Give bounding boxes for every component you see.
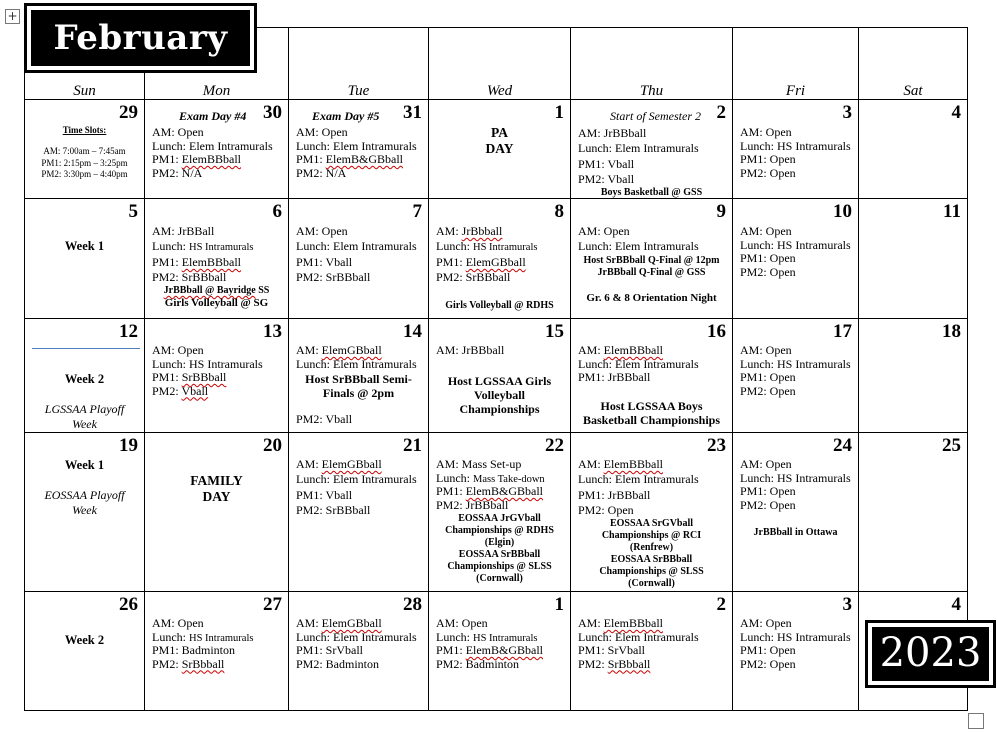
slot-label: PM1: (152, 152, 182, 166)
event-note: Championships @ RDHS (445, 525, 554, 536)
slot-value: JrBbball (461, 224, 503, 238)
day-cell-feb-16[interactable] (571, 319, 733, 433)
slot-value: HS Intramurals (473, 242, 538, 253)
am-slot: AM: Open (740, 125, 792, 139)
event-note: Championships (459, 402, 540, 416)
day-cell-feb-21[interactable] (289, 433, 429, 592)
event-note: Championships @ SLSS (599, 566, 704, 577)
slot-value: ElemGBball (465, 255, 526, 269)
header-cell-tue (289, 28, 429, 100)
slot-value: SrBBball (181, 370, 227, 384)
playoff-note: Week (72, 503, 97, 517)
lunch-slot: Lunch: HS Intramurals (740, 237, 851, 252)
slot-label: PM1: (152, 255, 182, 269)
day-number: 13 (263, 321, 282, 342)
day-cell-feb-28[interactable] (289, 592, 429, 711)
slot-value: Vball (181, 383, 209, 398)
header-cell-sat (859, 28, 968, 100)
pm2-slot: PM2: Vball (578, 172, 635, 186)
day-cell-jan-31[interactable] (289, 100, 429, 199)
slot-label: PM1: (436, 643, 466, 657)
slot-value: HS Intramurals (189, 242, 254, 253)
day-number: 16 (707, 321, 726, 342)
day-number: 31 (403, 102, 422, 123)
note-rest: SS (255, 285, 270, 296)
pm2-slot: PM2: N/A (296, 165, 347, 180)
weekday-label: Wed (486, 83, 513, 99)
slot-value: ElemB&GBball (325, 152, 404, 166)
am-slot: AM: Open (436, 616, 488, 630)
day-cell-feb-7[interactable] (289, 199, 429, 319)
am-slot: AM: Mass Set-up (436, 457, 522, 471)
slot-label: PM2: (152, 656, 182, 671)
pm1-slot (436, 256, 564, 270)
pm1-slot: PM1: Open (740, 152, 796, 166)
lunch-slot: Lunch: HS Intramurals (152, 356, 263, 371)
lunch-slot: Lunch: Elem Intramurals (296, 356, 417, 371)
day-number: 9 (716, 201, 726, 222)
pm1-slot: PM1: Vball (578, 157, 635, 171)
slot-label: AM: (296, 616, 322, 630)
day-number: 4 (951, 594, 961, 615)
day-cell-feb-12[interactable] (25, 319, 145, 433)
event-note: JrBBball in Ottawa (753, 527, 838, 538)
calendar-table (24, 27, 968, 711)
lunch-slot: Lunch: Elem Intramurals (578, 356, 699, 371)
pm1-slot: PM1: Open (740, 643, 796, 657)
table-resize-handle[interactable] (968, 713, 984, 729)
slot-value: ElemGBball (321, 616, 382, 630)
lunch-slot: Lunch: Elem Intramurals (296, 472, 417, 486)
table-move-handle[interactable]: + (5, 9, 20, 24)
slot-label: AM: (578, 616, 604, 630)
slot-label: AM: (578, 457, 604, 471)
event-note: EOSSAA SrBBball (458, 549, 541, 560)
day-number: 10 (833, 201, 852, 222)
am-slot: AM: Open (578, 224, 630, 238)
playoff-note: Week (72, 417, 97, 431)
day-number: 25 (942, 435, 961, 456)
am-slot: AM: Open (152, 125, 204, 139)
event-note: (Elgin) (484, 537, 515, 548)
day-number: 11 (943, 201, 961, 222)
pm1-slot: PM1: Vball (296, 488, 353, 502)
day-number: 20 (263, 435, 282, 456)
day-number: 6 (272, 201, 282, 222)
day-number: 18 (942, 321, 961, 342)
day-number: 17 (833, 321, 852, 342)
day-number: 1 (554, 594, 564, 615)
lunch-slot: Lunch: HS Intramurals (740, 138, 851, 153)
am-slot: AM: Open (152, 616, 204, 630)
header-cell-thu (571, 28, 733, 100)
day-number: 26 (119, 594, 138, 615)
event-note: EOSSAA SrBBball (610, 554, 693, 565)
slot-value: ElemB&GBball (465, 484, 544, 498)
slot-label: Lunch: (152, 239, 189, 253)
event-note: (Cornwall) (476, 573, 523, 584)
time-slot-pm1: PM1: 2:15pm – 3:25pm (41, 157, 128, 168)
event-note: Girls Volleyball @ SG (164, 297, 269, 309)
event-note: (Cornwall) (628, 578, 675, 589)
day-cell-feb-20[interactable] (145, 433, 289, 592)
day-cell-mar-3[interactable] (733, 592, 859, 711)
day-number: 5 (128, 201, 138, 222)
day-cell-feb-5[interactable] (25, 199, 145, 319)
day-number: 24 (833, 435, 852, 456)
pm1-slot: PM1: JrBBball (578, 370, 651, 384)
day-cell-feb-18[interactable] (859, 319, 968, 433)
day-number: 2 (716, 594, 726, 615)
event-note: Boys Basketball @ GSS (600, 187, 703, 198)
pm2-slot: PM2: Open (740, 656, 796, 671)
event-note: Host LGSSAA Boys (600, 399, 703, 413)
pm2-slot: PM2: N/A (152, 165, 203, 180)
event-note: Championships @ SLSS (447, 561, 552, 572)
am-slot (578, 344, 726, 358)
day-number: 29 (119, 102, 138, 123)
day-cell-feb-25[interactable] (859, 433, 968, 592)
weekday-label: Sun (73, 83, 96, 99)
event-note: Championships @ RCI (601, 530, 702, 541)
weekday-label: Mon (202, 83, 231, 99)
am-slot: AM: JrBBball (578, 126, 647, 140)
slot-label: AM: (578, 343, 604, 357)
lunch-slot (436, 240, 564, 255)
event-note: (Renfrew) (629, 542, 674, 553)
slot-value: ElemBBball (603, 616, 663, 630)
am-slot: AM: Open (740, 457, 792, 471)
event-note: Basketball Championships (582, 413, 721, 427)
day-cell-feb-27[interactable] (145, 592, 289, 711)
lunch-slot: Lunch: HS Intramurals (740, 356, 851, 371)
pm2-slot: PM2: SrBBball (296, 270, 371, 284)
slot-label: PM2: (578, 656, 608, 671)
lunch-slot (152, 240, 282, 255)
pm1-slot: PM1: Open (740, 370, 796, 384)
am-slot: AM: Open (296, 224, 348, 238)
slot-label: PM1: (152, 370, 182, 384)
day-cell-feb-6[interactable] (145, 199, 289, 319)
day-number: 27 (263, 594, 282, 615)
pm1-slot: PM1: Open (740, 251, 796, 265)
pm1-slot: PM1: SrVball (578, 643, 646, 657)
pm2-slot (578, 658, 726, 672)
day-number: 3 (842, 594, 852, 615)
event-label: Exam Day #5 (312, 109, 380, 123)
pm1-slot: PM1: Open (740, 484, 796, 498)
day-number: 2 (716, 102, 726, 123)
day-number: 4 (951, 102, 961, 123)
day-cell-feb-22[interactable] (429, 433, 571, 592)
lunch-slot: Lunch: Elem Intramurals (152, 138, 273, 153)
pm2-slot: PM2: Open (740, 383, 796, 398)
day-cell-mar-2[interactable] (571, 592, 733, 711)
slot-label: PM1: (436, 484, 466, 498)
slot-label: Lunch: (436, 239, 473, 253)
slot-value: SrBbball (607, 656, 651, 671)
lunch-slot: Lunch: Elem Intramurals (578, 141, 699, 155)
event-note: EOSSAA JrGVball (458, 513, 541, 524)
pm1-slot (436, 485, 564, 499)
slot-value: ElemBBball (181, 152, 242, 166)
pm2-slot: PM2: Open (578, 503, 634, 517)
slot-value: ElemBBball (603, 457, 663, 471)
weekday-label: Fri (785, 83, 806, 99)
event-note: JrBBball Q-Final @ GSS (597, 267, 706, 278)
am-slot (436, 225, 564, 239)
pm2-slot: PM2: Open (740, 165, 796, 180)
am-slot (296, 458, 422, 472)
day-cell-feb-24[interactable] (733, 433, 859, 592)
slot-label: PM1: (296, 152, 326, 166)
day-cell-feb-9[interactable] (571, 199, 733, 319)
pm1-slot: PM1: SrVball (296, 643, 364, 657)
pm2-slot: PM2: Open (740, 264, 796, 279)
day-cell-feb-4[interactable] (859, 100, 968, 199)
pm2-slot: PM2: JrBBball (436, 497, 509, 512)
pm2-slot: PM2: SrBBball (436, 270, 511, 284)
lunch-slot: Lunch: Elem Intramurals (578, 239, 699, 253)
event-note: Host SrBBball Semi- (305, 372, 412, 386)
week-label: Week 2 (64, 633, 105, 647)
lunch-slot: Lunch: Elem Intramurals (296, 629, 417, 644)
lunch-slot: Lunch: HS Intramurals (740, 470, 851, 485)
pa-day-line1: PA (491, 125, 508, 140)
month-title: February (31, 10, 250, 66)
year-label: 2023 (872, 627, 989, 681)
slot-value: Mass Take-down (473, 473, 545, 485)
weekday-label: Thu (639, 83, 664, 99)
day-number: 22 (545, 435, 564, 456)
lunch-slot: Lunch: Elem Intramurals (578, 472, 699, 486)
pm2-slot: PM2: SrBBball (296, 503, 371, 517)
lunch-slot: Lunch: Elem Intramurals (296, 138, 417, 153)
slot-label: Lunch: (436, 629, 473, 644)
slot-value: HS Intramurals (473, 632, 538, 644)
slot-value: SrBbball (181, 656, 225, 671)
am-slot: AM: Open (740, 343, 792, 357)
day-cell-feb-17[interactable] (733, 319, 859, 433)
time-slots-label: Time Slots: (62, 125, 107, 135)
header-cell-wed (429, 28, 571, 100)
day-cell-feb-23[interactable] (571, 433, 733, 592)
slot-label: Lunch: (152, 629, 189, 644)
note-value: JrBBball @ Bayridge (163, 285, 256, 296)
pm2-slot (152, 658, 282, 672)
slot-label: AM: (296, 343, 322, 357)
slot-label: AM: (436, 224, 462, 238)
pm2-slot: PM2: Open (740, 497, 796, 512)
event-note (147, 285, 286, 297)
am-slot: AM: JrBBall (152, 224, 215, 238)
lunch-slot: Lunch: Elem Intramurals (578, 629, 699, 644)
slot-label: AM: (296, 457, 322, 471)
lunch-slot: Lunch: Elem Intramurals (296, 239, 417, 253)
event-note: Girls Volleyball @ RDHS (445, 300, 554, 311)
pm1-slot (296, 153, 422, 167)
event-label: Start of Semester 2 (610, 109, 701, 123)
pm1-slot (152, 256, 282, 270)
am-slot: AM: Open (740, 616, 792, 630)
day-cell-feb-19[interactable] (25, 433, 145, 592)
slot-label: Lunch: (436, 470, 473, 485)
event-note: Host LGSSAA Girls (447, 374, 552, 388)
pm2-slot (152, 385, 282, 399)
day-cell-feb-15[interactable] (429, 319, 571, 433)
family-day-line1: FAMILY (190, 473, 243, 488)
day-number: 12 (119, 321, 138, 342)
week-label: Week 1 (64, 239, 105, 253)
pm2-slot: PM2: Vball (296, 412, 353, 426)
day-cell-mar-1[interactable] (429, 592, 571, 711)
day-cell-feb-2[interactable] (571, 100, 733, 199)
pm2-slot: PM2: SrBBball (152, 270, 227, 284)
am-slot (296, 344, 422, 358)
day-number: 14 (403, 321, 422, 342)
week-row (25, 592, 968, 711)
day-number: 7 (412, 201, 422, 222)
day-number: 28 (403, 594, 422, 615)
slot-label: PM2: (152, 383, 182, 398)
slot-value: ElemGBball (321, 457, 382, 471)
event-note: Volleyball (474, 388, 525, 402)
weekday-label: Sat (903, 83, 923, 99)
slot-value: ElemBBball (603, 343, 663, 357)
event-note: Host SrBBball Q-Final @ 12pm (583, 255, 720, 266)
day-number: 1 (554, 102, 564, 123)
lunch-slot: Lunch: HS Intramurals (740, 629, 851, 644)
am-slot: AM: Open (740, 224, 792, 238)
event-note: EOSSAA SrGVball (609, 518, 694, 529)
event-note: Gr. 6 & 8 Orientation Night (586, 292, 717, 304)
day-cell-feb-10[interactable] (733, 199, 859, 319)
pm1-slot (152, 153, 282, 167)
week-row (25, 433, 968, 592)
header-cell-fri (733, 28, 859, 100)
year-box (865, 620, 996, 688)
time-slot-am: AM: 7:00am – 7:45am (43, 146, 126, 156)
day-cell-feb-11[interactable] (859, 199, 968, 319)
day-number: 21 (403, 435, 422, 456)
am-slot: AM: Open (296, 125, 348, 139)
am-slot (578, 458, 726, 472)
week-label: Week 1 (64, 458, 105, 472)
pm2-slot: PM2: Badminton (436, 656, 520, 671)
day-number: 30 (263, 102, 282, 123)
day-number: 15 (545, 321, 564, 342)
day-cell-feb-8[interactable] (429, 199, 571, 319)
slot-value: ElemBBball (181, 255, 242, 269)
day-cell-feb-3[interactable] (733, 100, 859, 199)
week-row (25, 199, 968, 319)
am-slot (578, 617, 726, 631)
day-cell-feb-26[interactable] (25, 592, 145, 711)
family-day-line2: DAY (202, 489, 231, 504)
week-row (25, 319, 968, 433)
slot-label: PM1: (436, 255, 466, 269)
event-note: Finals @ 2pm (322, 386, 395, 400)
day-cell-jan-30[interactable] (145, 100, 289, 199)
day-cell-feb-14[interactable] (289, 319, 429, 433)
event-label: Exam Day #4 (179, 109, 247, 123)
week-label: Week 2 (64, 372, 105, 386)
pa-day-line2: DAY (485, 141, 514, 156)
day-cell-jan-29[interactable] (25, 100, 145, 199)
day-number: 23 (707, 435, 726, 456)
pm1-slot: PM1: Badminton (152, 643, 236, 657)
slot-value: ElemB&GBball (465, 643, 544, 657)
weekday-label: Tue (347, 83, 370, 99)
day-number: 8 (554, 201, 564, 222)
slot-value: HS Intramurals (189, 632, 254, 644)
day-cell-feb-1[interactable] (429, 100, 571, 199)
am-slot: AM: JrBBball (436, 343, 505, 357)
week-row (25, 100, 968, 199)
time-slot-pm2: PM2: 3:30pm – 4:40pm (41, 169, 128, 179)
day-number: 19 (119, 435, 138, 456)
day-number: 3 (842, 102, 852, 123)
day-cell-feb-13[interactable] (145, 319, 289, 433)
pm2-slot: PM2: Badminton (296, 656, 380, 671)
divider-line (32, 348, 140, 349)
playoff-note: LGSSAA Playoff (44, 402, 125, 416)
am-slot: AM: Open (152, 343, 204, 357)
pm1-slot (436, 644, 564, 658)
pm1-slot: PM1: Vball (296, 255, 353, 269)
slot-value: ElemGBball (321, 343, 382, 357)
month-title-box (24, 3, 257, 73)
playoff-note: EOSSAA Playoff (44, 488, 125, 502)
pm1-slot: PM1: JrBBball (578, 488, 651, 502)
am-slot (296, 617, 422, 631)
